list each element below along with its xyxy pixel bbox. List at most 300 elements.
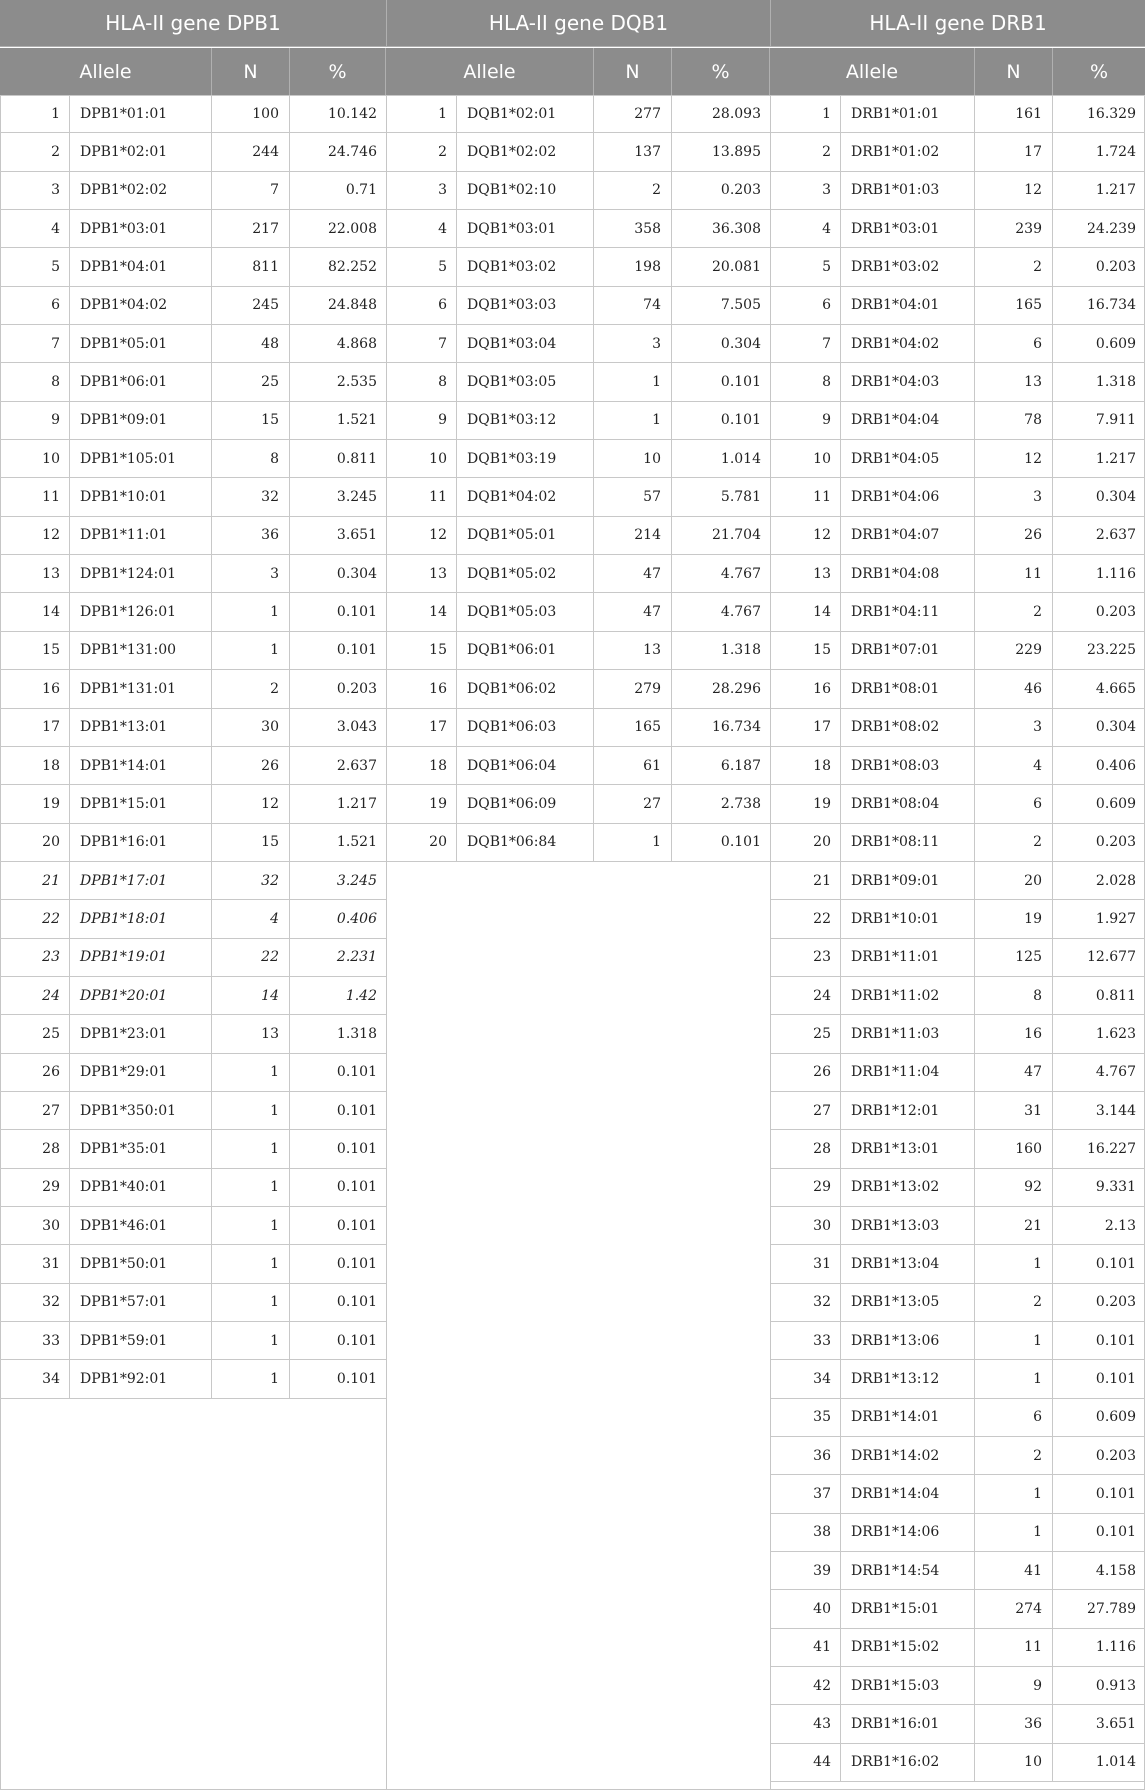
row-index: 20 [0, 824, 70, 861]
row-index: 27 [771, 1092, 841, 1129]
percent-cell: 1.116 [1095, 565, 1136, 582]
allele-cell: DPB1*57:01 [70, 1284, 212, 1321]
percent-cell: 13.895 [712, 144, 761, 161]
table-row [0, 248, 386, 286]
row-index: 23 [0, 939, 70, 976]
table-row [387, 95, 770, 133]
percent-cell: 0.101 [1095, 1332, 1136, 1349]
row-index: 4 [771, 210, 841, 247]
count-cell: 26 [212, 747, 290, 784]
row-index: 11 [771, 478, 841, 515]
allele-cell: DQB1*02:02 [457, 133, 594, 170]
row-index: 27 [0, 1092, 70, 1129]
row-index: 17 [387, 709, 457, 746]
allele-cell: DRB1*13:12 [841, 1360, 975, 1397]
allele-cell: DRB1*11:04 [841, 1054, 975, 1091]
row-index: 10 [387, 440, 457, 477]
count-cell: 811 [212, 248, 290, 285]
count-cell: 8 [212, 440, 290, 477]
allele-cell: DPB1*18:01 [70, 900, 212, 937]
percent-cell: 0.913 [1095, 1677, 1136, 1694]
percent-cell: 82.252 [328, 259, 377, 276]
count-cell: 15 [212, 824, 290, 861]
allele-cell: DRB1*04:02 [841, 325, 975, 362]
allele-cell: DPB1*350:01 [70, 1092, 212, 1129]
table-row [771, 977, 1145, 1015]
row-index: 1 [387, 96, 457, 132]
table-row [771, 709, 1145, 747]
count-cell: 12 [975, 440, 1053, 477]
count-cell: 78 [975, 402, 1053, 439]
allele-cell: DPB1*105:01 [70, 440, 212, 477]
percent-cell: 9.331 [1095, 1179, 1136, 1196]
row-index: 40 [771, 1590, 841, 1627]
percent-cell: 4.767 [720, 604, 761, 621]
row-index: 38 [771, 1514, 841, 1551]
count-cell: 4 [212, 900, 290, 937]
count-cell: 7 [212, 172, 290, 209]
table-row [387, 593, 770, 631]
count-cell: 26 [975, 517, 1053, 554]
count-cell: 358 [594, 210, 672, 247]
percent-cell: 16.329 [1087, 106, 1136, 123]
percent-cell: 0.71 [345, 182, 377, 199]
count-cell: 3 [975, 709, 1053, 746]
table-row [0, 402, 386, 440]
allele-cell: DPB1*20:01 [70, 977, 212, 1014]
count-cell: 30 [212, 709, 290, 746]
table-row [387, 248, 770, 286]
dpb1-allele-header: Allele [0, 48, 212, 95]
count-cell: 1 [212, 1092, 290, 1129]
row-index: 41 [771, 1629, 841, 1666]
row-index: 12 [0, 517, 70, 554]
count-cell: 1 [212, 1054, 290, 1091]
percent-cell: 3.043 [336, 719, 377, 736]
row-index: 8 [0, 363, 70, 400]
percent-cell: 0.101 [336, 1255, 377, 1272]
count-cell: 57 [594, 478, 672, 515]
count-cell: 217 [212, 210, 290, 247]
row-index: 34 [0, 1360, 70, 1397]
allele-cell: DPB1*04:01 [70, 248, 212, 285]
allele-cell: DPB1*05:01 [70, 325, 212, 362]
allele-cell: DPB1*29:01 [70, 1054, 212, 1091]
allele-cell: DRB1*12:01 [841, 1092, 975, 1129]
count-cell: 100 [212, 96, 290, 132]
percent-cell: 1.318 [336, 1025, 377, 1042]
row-index: 10 [771, 440, 841, 477]
row-index: 17 [771, 709, 841, 746]
count-cell: 1 [212, 1322, 290, 1359]
percent-cell: 1.217 [1095, 182, 1136, 199]
count-cell: 1 [594, 363, 672, 400]
row-index: 33 [0, 1322, 70, 1359]
table-row [771, 555, 1145, 593]
percent-cell: 0.101 [1095, 1524, 1136, 1541]
row-index: 12 [387, 517, 457, 554]
allele-cell: DRB1*04:04 [841, 402, 975, 439]
allele-cell: DQB1*03:12 [457, 402, 594, 439]
table-row [0, 133, 386, 171]
allele-cell: DRB1*01:02 [841, 133, 975, 170]
allele-cell: DRB1*10:01 [841, 900, 975, 937]
percent-cell: 0.101 [720, 412, 761, 429]
allele-cell: DPB1*13:01 [70, 709, 212, 746]
table-row [771, 133, 1145, 171]
row-index: 9 [387, 402, 457, 439]
row-index: 7 [387, 325, 457, 362]
allele-cell: DRB1*15:03 [841, 1667, 975, 1704]
percent-cell: 12.677 [1087, 949, 1136, 966]
row-index: 19 [387, 785, 457, 822]
percent-cell: 0.101 [336, 1064, 377, 1081]
percent-cell: 2.637 [1095, 527, 1136, 544]
row-index: 13 [387, 555, 457, 592]
percent-cell: 0.406 [336, 910, 377, 927]
table-row [771, 478, 1145, 516]
table-row [771, 939, 1145, 977]
count-cell: 13 [594, 632, 672, 669]
percent-cell: 0.101 [336, 1102, 377, 1119]
table-row [771, 1552, 1145, 1590]
count-cell: 6 [975, 1399, 1053, 1436]
percent-cell: 0.304 [336, 565, 377, 582]
dpb1-table-body [0, 95, 386, 1399]
allele-cell: DPB1*59:01 [70, 1322, 212, 1359]
allele-cell: DRB1*15:01 [841, 1590, 975, 1627]
count-cell: 27 [594, 785, 672, 822]
percent-cell: 2.231 [336, 949, 377, 966]
count-cell: 1 [975, 1245, 1053, 1282]
row-index: 23 [771, 939, 841, 976]
count-cell: 277 [594, 96, 672, 132]
count-cell: 48 [212, 325, 290, 362]
row-index: 31 [771, 1245, 841, 1282]
table-row [387, 824, 770, 862]
table-row [771, 670, 1145, 708]
dpb1-n-header: N [212, 48, 290, 95]
count-cell: 1 [212, 593, 290, 630]
allele-cell: DPB1*92:01 [70, 1360, 212, 1397]
count-cell: 1 [975, 1475, 1053, 1512]
count-cell: 32 [212, 862, 290, 899]
count-cell: 12 [975, 172, 1053, 209]
percent-cell: 0.101 [1095, 1255, 1136, 1272]
allele-cell: DPB1*23:01 [70, 1015, 212, 1052]
allele-cell: DPB1*50:01 [70, 1245, 212, 1282]
count-cell: 1 [975, 1322, 1053, 1359]
drb1-allele-header: Allele [770, 48, 975, 95]
table-row [771, 1092, 1145, 1130]
table-row [771, 747, 1145, 785]
count-cell: 11 [975, 1629, 1053, 1666]
row-index: 16 [387, 670, 457, 707]
row-index: 14 [387, 593, 457, 630]
count-cell: 6 [975, 785, 1053, 822]
allele-cell: DRB1*04:08 [841, 555, 975, 592]
table-row [387, 478, 770, 516]
allele-cell: DQB1*02:10 [457, 172, 594, 209]
allele-cell: DPB1*16:01 [70, 824, 212, 861]
row-index: 16 [771, 670, 841, 707]
count-cell: 36 [975, 1705, 1053, 1742]
percent-cell: 3.651 [1095, 1716, 1136, 1733]
allele-cell: DRB1*13:01 [841, 1130, 975, 1167]
count-cell: 1 [975, 1360, 1053, 1397]
row-index: 6 [771, 287, 841, 324]
percent-cell: 0.101 [336, 604, 377, 621]
percent-cell: 0.304 [1095, 489, 1136, 506]
count-cell: 2 [212, 670, 290, 707]
table-row [0, 1130, 386, 1168]
percent-cell: 1.014 [1095, 1754, 1136, 1771]
count-cell: 3 [594, 325, 672, 362]
table-row [387, 632, 770, 670]
percent-cell: 1.217 [336, 795, 377, 812]
table-row [387, 555, 770, 593]
row-index: 5 [771, 248, 841, 285]
drb1-table-body [771, 95, 1145, 1782]
table-row [0, 862, 386, 900]
count-cell: 1 [212, 1245, 290, 1282]
percent-cell: 0.101 [336, 1332, 377, 1349]
row-index: 1 [0, 96, 70, 132]
table-row [0, 478, 386, 516]
percent-cell: 27.789 [1087, 1601, 1136, 1618]
row-index: 8 [771, 363, 841, 400]
dqb1-allele-header: Allele [386, 48, 594, 95]
count-cell: 46 [975, 670, 1053, 707]
percent-cell: 5.781 [720, 489, 761, 506]
percent-cell: 4.767 [1095, 1064, 1136, 1081]
allele-cell: DQB1*03:19 [457, 440, 594, 477]
percent-cell: 0.203 [1095, 1294, 1136, 1311]
percent-cell: 0.101 [1095, 1486, 1136, 1503]
count-cell: 2 [975, 1437, 1053, 1474]
row-index: 11 [387, 478, 457, 515]
percent-cell: 2.13 [1104, 1217, 1136, 1234]
table-row [0, 747, 386, 785]
drb1-pct-header: % [1053, 48, 1145, 95]
count-cell: 19 [975, 900, 1053, 937]
row-index: 5 [387, 248, 457, 285]
count-cell: 2 [594, 172, 672, 209]
count-cell: 61 [594, 747, 672, 784]
allele-cell: DRB1*09:01 [841, 862, 975, 899]
percent-cell: 4.158 [1095, 1562, 1136, 1579]
table-row [0, 287, 386, 325]
table-row [0, 1245, 386, 1283]
row-index: 26 [771, 1054, 841, 1091]
allele-cell: DQB1*05:03 [457, 593, 594, 630]
percent-cell: 1.217 [1095, 450, 1136, 467]
row-index: 24 [771, 977, 841, 1014]
table-row [771, 1705, 1145, 1743]
dqb1-table-body [387, 95, 770, 862]
percent-cell: 0.304 [1095, 719, 1136, 736]
count-cell: 3 [212, 555, 290, 592]
percent-cell: 1.318 [1095, 374, 1136, 391]
row-index: 12 [771, 517, 841, 554]
table-row [0, 670, 386, 708]
count-cell: 47 [975, 1054, 1053, 1091]
count-cell: 2 [975, 1284, 1053, 1321]
row-index: 39 [771, 1552, 841, 1589]
table-row [771, 1667, 1145, 1705]
row-index: 15 [387, 632, 457, 669]
row-index: 21 [771, 862, 841, 899]
allele-cell: DPB1*131:00 [70, 632, 212, 669]
allele-cell: DRB1*15:02 [841, 1629, 975, 1666]
percent-cell: 1.014 [720, 450, 761, 467]
count-cell: 1 [212, 1130, 290, 1167]
allele-cell: DRB1*16:01 [841, 1705, 975, 1742]
percent-cell: 1.116 [1095, 1639, 1136, 1656]
row-index: 37 [771, 1475, 841, 1512]
percent-cell: 4.767 [720, 565, 761, 582]
allele-cell: DRB1*04:03 [841, 363, 975, 400]
table-row [771, 900, 1145, 938]
table-row [771, 1054, 1145, 1092]
count-cell: 10 [594, 440, 672, 477]
count-cell: 13 [975, 363, 1053, 400]
count-cell: 14 [212, 977, 290, 1014]
row-index: 5 [0, 248, 70, 285]
count-cell: 47 [594, 555, 672, 592]
row-index: 13 [771, 555, 841, 592]
drb1-n-header: N [975, 48, 1053, 95]
allele-cell: DPB1*06:01 [70, 363, 212, 400]
percent-cell: 0.304 [720, 335, 761, 352]
table-row [771, 363, 1145, 401]
row-index: 8 [387, 363, 457, 400]
row-index: 3 [0, 172, 70, 209]
count-cell: 160 [975, 1130, 1053, 1167]
count-cell: 25 [212, 363, 290, 400]
table-row [0, 785, 386, 823]
percent-cell: 24.239 [1087, 220, 1136, 237]
row-index: 30 [0, 1207, 70, 1244]
allele-cell: DQB1*03:02 [457, 248, 594, 285]
percent-cell: 0.203 [336, 680, 377, 697]
percent-cell: 10.142 [328, 106, 377, 123]
gene-header-dqb1: HLA-II gene DQB1 [386, 0, 770, 47]
percent-cell: 0.203 [1095, 604, 1136, 621]
allele-cell: DRB1*13:05 [841, 1284, 975, 1321]
count-cell: 1 [975, 1514, 1053, 1551]
table-row [0, 1092, 386, 1130]
allele-cell: DPB1*10:01 [70, 478, 212, 515]
count-cell: 239 [975, 210, 1053, 247]
count-cell: 3 [975, 478, 1053, 515]
allele-cell: DPB1*40:01 [70, 1169, 212, 1206]
allele-cell: DRB1*11:02 [841, 977, 975, 1014]
row-index: 15 [771, 632, 841, 669]
count-cell: 12 [212, 785, 290, 822]
allele-cell: DRB1*08:04 [841, 785, 975, 822]
table-row [387, 287, 770, 325]
row-index: 26 [0, 1054, 70, 1091]
gene-header-drb1: HLA-II gene DRB1 [770, 0, 1145, 47]
table-row [771, 517, 1145, 555]
count-cell: 92 [975, 1169, 1053, 1206]
allele-cell: DRB1*08:02 [841, 709, 975, 746]
row-index: 24 [0, 977, 70, 1014]
gene-header-dpb1: HLA-II gene DPB1 [0, 0, 386, 47]
count-cell: 47 [594, 593, 672, 630]
table-row [0, 440, 386, 478]
row-index: 16 [0, 670, 70, 707]
percent-cell: 3.144 [1095, 1102, 1136, 1119]
count-cell: 125 [975, 939, 1053, 976]
allele-cell: DPB1*15:01 [70, 785, 212, 822]
row-index: 3 [771, 172, 841, 209]
count-cell: 41 [975, 1552, 1053, 1589]
allele-cell: DQB1*06:03 [457, 709, 594, 746]
row-index: 32 [771, 1284, 841, 1321]
table-row [387, 709, 770, 747]
count-cell: 11 [975, 555, 1053, 592]
row-index: 32 [0, 1284, 70, 1321]
row-index: 33 [771, 1322, 841, 1359]
count-cell: 161 [975, 96, 1053, 132]
allele-cell: DRB1*03:01 [841, 210, 975, 247]
percent-cell: 16.734 [1087, 297, 1136, 314]
row-index: 22 [771, 900, 841, 937]
percent-cell: 1.724 [1095, 144, 1136, 161]
count-cell: 198 [594, 248, 672, 285]
allele-cell: DPB1*124:01 [70, 555, 212, 592]
percent-cell: 0.203 [1095, 1447, 1136, 1464]
percent-cell: 4.665 [1095, 680, 1136, 697]
count-cell: 10 [975, 1744, 1053, 1781]
table-row [771, 172, 1145, 210]
allele-cell: DQB1*04:02 [457, 478, 594, 515]
table-row [0, 1054, 386, 1092]
percent-cell: 2.028 [1095, 872, 1136, 889]
row-index: 31 [0, 1245, 70, 1282]
allele-cell: DQB1*06:01 [457, 632, 594, 669]
row-index: 3 [387, 172, 457, 209]
count-cell: 21 [975, 1207, 1053, 1244]
row-index: 9 [771, 402, 841, 439]
count-cell: 22 [212, 939, 290, 976]
table-row [771, 1322, 1145, 1360]
table-row [0, 977, 386, 1015]
table-row [771, 1590, 1145, 1628]
table-row [0, 363, 386, 401]
allele-cell: DPB1*09:01 [70, 402, 212, 439]
percent-cell: 0.406 [1095, 757, 1136, 774]
percent-cell: 6.187 [720, 757, 761, 774]
table-row [387, 325, 770, 363]
allele-cell: DPB1*02:01 [70, 133, 212, 170]
percent-cell: 0.203 [1095, 259, 1136, 276]
allele-cell: DQB1*05:01 [457, 517, 594, 554]
table-row [0, 939, 386, 977]
allele-cell: DPB1*126:01 [70, 593, 212, 630]
table-row [0, 555, 386, 593]
allele-cell: DPB1*03:01 [70, 210, 212, 247]
percent-cell: 1.927 [1095, 910, 1136, 927]
count-cell: 165 [975, 287, 1053, 324]
allele-cell: DQB1*03:05 [457, 363, 594, 400]
count-cell: 32 [212, 478, 290, 515]
allele-cell: DPB1*11:01 [70, 517, 212, 554]
table-row [0, 1169, 386, 1207]
percent-cell: 0.811 [1095, 987, 1136, 1004]
